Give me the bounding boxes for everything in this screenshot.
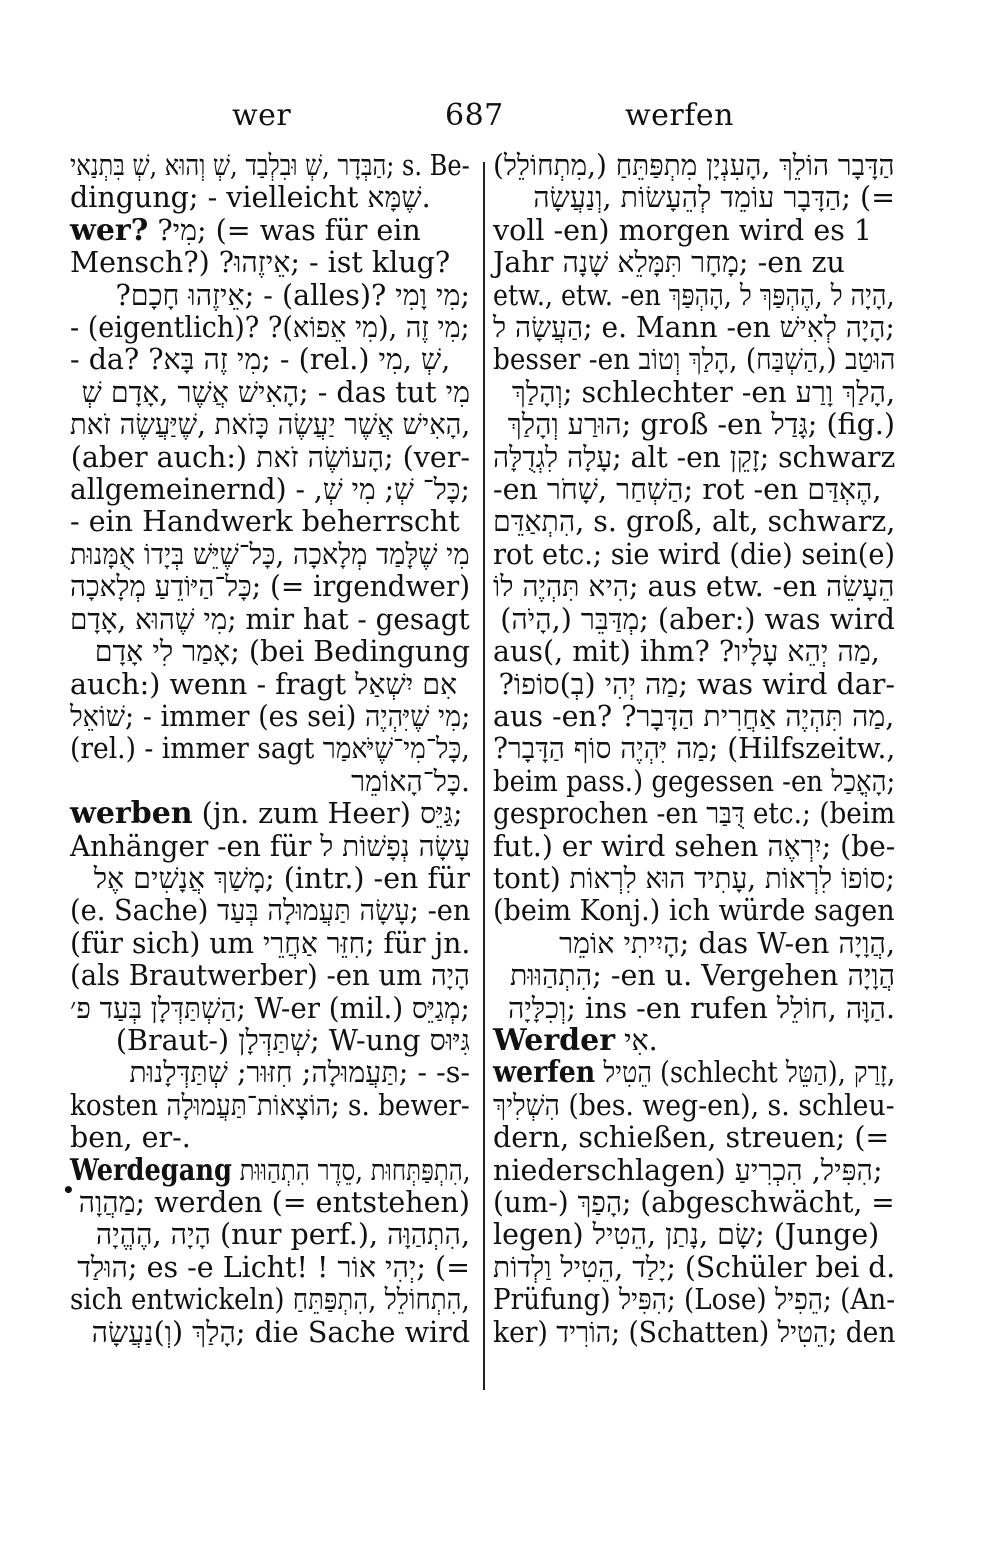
headword: Werder	[493, 1022, 616, 1058]
running-head-right: werfen	[625, 98, 734, 133]
headword: Werdegang	[70, 1152, 232, 1188]
text-line: allgemeinernd) - ,כָּל־ שְׁ; מִי שְׁ;	[70, 473, 470, 507]
text-line: מְדַּבֵּר (,הָיֹה); (aber:) was wird	[500, 602, 895, 636]
page-number: 687	[445, 98, 504, 133]
text-line: הָאִישׁ אֲשֶׁר יַעֲשֶׂה כָּזֹאת ,שֶׁיַּעֲשֶׂה זֹאת,	[70, 408, 471, 442]
text-line: הַבְּדָר ,שְׁ וּבִלְבַד ,שְׁ וְהוּא ,שְׁ בִּתְנַאי; s. Be-	[70, 149, 470, 182]
text-line: niederschlagen) הִפִּיל, הִכְרִיעַ;	[493, 1153, 883, 1187]
column-divider	[483, 162, 485, 1390]
text-line: aus -en? ?מַה תִּהְיֶה אַחֲרִית הַדָּבָר,	[493, 699, 895, 733]
text-line: כָּל־הָאוֹמֵר.	[351, 764, 470, 798]
text-line: ?אֵיזֶהוּ חָכָם; - (alles)? מִי וָמִי;	[115, 278, 470, 312]
text-line: tont) סוֹפוֹ לִרְאוֹת ,עָתִיד הוּא לִרְאוֹת;	[493, 861, 895, 895]
text-line: voll -en) morgen wird es 1	[493, 213, 873, 247]
text-line: כָּל־הַיּוֹדֵעַ מְלָאכָה; (= irgendwer)	[70, 570, 471, 604]
text-line: besser -en הוּטַב (,הַשְׁבַּח) ,הָלַךְ וְטוֹב	[493, 343, 896, 377]
text-line: Prüfung) הִפִּיל; (Lose) הֵפִיל; (An-	[493, 1283, 896, 1317]
text-line: etw., etw. -en הָיָה ל ,הֶהְפַּךְ ל ,הָהְפַּךְ,	[493, 278, 895, 312]
text-line: הִשְׁלִיךְ (bes. weg-en), s. schleu-	[493, 1088, 895, 1122]
text-line: (Braut-) שְׁתַּדְּלָן; W-ung גִּיּוּס	[115, 1023, 470, 1057]
text-line: rot etc.; sie wird (die) sein(e)	[493, 537, 896, 571]
text-line: וְהָלַךְ; schlechter -en הָלַךְ וָרַע,	[511, 375, 895, 409]
text-line: - da? ?מִי זֶה בָּא; - (rel.) שְׁ ,מִי,	[70, 343, 451, 377]
running-head-left: wer	[232, 98, 292, 133]
text-line: ?מַה יִּהְיֶה סוֹף הַדָּבָר; (Hilfszeitw.,	[493, 732, 896, 766]
text-line: הַעֲשָׂה ל; e. Mann -en הָיָה לְאִישׁ;	[493, 311, 895, 345]
text-line: עָלָה לִגְדֻלָּה; alt -en זָקֵן; schwarz	[493, 440, 896, 474]
text-line: ?מַה יְהִי (בְ)סוֹפוֹ; was wird dar-	[498, 667, 895, 701]
text-line: auch:) wenn - fragt אִם יִשְׁאַל	[70, 667, 458, 701]
text-line: werben (jn. zum Heer) גַּיֵּס;	[70, 796, 463, 832]
text-line: מִי שֶׁהוּא ,אָדָם; mir hat - gesagt	[70, 602, 470, 636]
text-line: legen) שָׂם ,נָתַן ,הֵטִיל; (Junge)	[493, 1218, 880, 1252]
text-line: wer? ?מִי; (= was für ein	[70, 212, 421, 248]
text-line: beim pass.) gegessen -en הָאֳכַל;	[493, 764, 896, 798]
text-line: fut.) er wird sehen יִרְאֶה; (be-	[493, 829, 896, 863]
text-line: aus(, mit) ihm? ?מַה יְהֵא עָלָיו,	[493, 635, 880, 669]
text-line: (beim Konj.) ich würde sagen	[493, 894, 895, 928]
text-line: הַדָּבָר הוֹלֵךְ ,הָעִנְיָן מִתְפַּתֵּחַ (,מִתְחוֹלֵל)	[493, 149, 895, 182]
right-column	[493, 150, 895, 1349]
text-line: הָלַךְ (וְ)נַעֲשָׂה; die Sache wird	[91, 1315, 470, 1349]
text-line: יָלַד ,הֵטִיל וַלְדוֹת; (Schüler bei d.	[493, 1250, 896, 1284]
text-line: Werder אִי.	[493, 1022, 658, 1058]
text-line: הַדָּבָר עוֹמֵד לְהֵעָשׂוֹת ,וְנַעֲשָׂה; (=	[533, 181, 895, 215]
margin-dot: •	[62, 1178, 75, 1202]
text-line: Anhänger -en für עָשָׂה נְפָשׁוֹת ל	[70, 829, 471, 863]
text-line: שׁוֹאֵל; - immer (es sei) מִי שֶׁיִּהְיֶה;	[70, 699, 471, 733]
text-line: werfen הֵטִיל (schlecht הַטֵּל), זָרַק,	[493, 1055, 896, 1091]
text-line: ben, er-.	[70, 1121, 191, 1155]
text-line: הָיִיתִי אוֹמֵר; das W-en הֲוָיָה,	[559, 926, 895, 960]
text-line: הָיָה ,הֶהֱיָה (nur perf.), הִתְהַוָּה,	[95, 1218, 470, 1252]
text-line: (rel.) - immer sagt כָּל־מִי־שֶׁיֹּאמַר,	[70, 732, 470, 766]
text-line: (als Brautwerber) -en um הָיָה	[70, 959, 470, 993]
text-line: gesprochen -en דֻּבַּר etc.; (beim	[493, 797, 896, 831]
text-line: dingung; - vielleicht שֶׁמָּא.	[70, 181, 431, 215]
text-line: אָמַר לִי אָדָם; (bei Bedingung	[94, 635, 470, 669]
text-line: Jahr מָחָר תִּמָּלֵא שָׁנָה; -en zu	[493, 246, 845, 280]
headword: werben	[70, 796, 193, 832]
text-line: הָאִישׁ אֲשֶׁר ,אָדָם שְׁ; - das tut מִי	[81, 375, 470, 409]
headword: werfen	[493, 1055, 596, 1091]
text-line: הִתְאַדֵּם, s. groß, alt, schwarz,	[493, 505, 896, 539]
text-line: dern, schießen, streuen; (=	[493, 1121, 890, 1155]
left-column	[70, 150, 470, 1349]
text-line: (aber auch:) הָעוֹשֶׂה זֹאת; (ver-	[70, 440, 470, 474]
text-line: הַשְׁתַּדְּלָן בְּעַד פ׳; W-er (mil.) מְגַיֵּס;	[70, 991, 470, 1025]
text-line: מַהֲוָה; werden (= entstehen)	[78, 1186, 470, 1219]
text-line: הִיא תִּהְיֶה לוֹ; aus etw. -en הֵעָשֵׂה	[493, 570, 895, 604]
text-line: kosten הוֹצָאוֹת־תַּעֲמוּלָה; s. bewer-	[70, 1088, 470, 1122]
text-line: ker) הוֹרִיד; (Schatten) הֵטִיל; den	[493, 1315, 896, 1349]
text-line: וְכִלָּיָה; ins -en rufen הַוָּה ,חוֹלֵל.	[507, 991, 895, 1025]
text-line: Mensch?) ?אֵיזֶהוּ; - ist klug?	[70, 246, 451, 280]
headword: wer?	[70, 212, 149, 248]
text-line: - (eigentlich)? ?מִי זֶה ,(מִי אֵפוֹא);	[70, 311, 470, 345]
text-line: מִי שֶׁלָּמַד מְלָאכָה ,כָּל־שֶׁיֵּשׁ בְּיָדוֹ אֻמָּנוּת	[70, 537, 470, 571]
text-line: - ein Handwerk beherrscht	[70, 505, 460, 539]
text-line: Werdegang הִתְפַּתְּחוּת ,סֵדֶר הִתְהַוּוּת,	[70, 1152, 471, 1188]
text-line: הוּרַע וְהָלַךְ; groß -en גָּדַל; (fig.)	[507, 408, 895, 442]
text-line: -en הַשְׁחַר ,שָׁחֹר; rot -en הֶאְדַּם,	[493, 473, 882, 507]
text-line: תַּעֲמוּלָה; חִזּוּר; שְׁתַּדְּלָנוּת; - -s-	[129, 1056, 470, 1090]
text-line: מָשַׁךְ אֲנָשִׁים אֶל; (intr.) -en für	[93, 861, 470, 895]
text-line: sich entwickeln) הִתְחוֹלֵל ,הִתְפַּתֵּחַ,	[70, 1283, 470, 1317]
text-line: (um-) הָפַךְ; (abgeschwächt, =	[493, 1186, 895, 1219]
text-line: הוּלַד; es -e Licht! ! יְהִי אוֹר; (=	[77, 1250, 470, 1284]
text-line: (für sich) um חִזֵּר אַחֲרֵי; für jn.	[70, 926, 471, 960]
text-line: (e. Sache) עָשָׂה תַּעֲמוּלָה בְּעַד; -en	[70, 894, 471, 928]
text-line: הִתְהַוּוּת; -en u. Vergehen הֲוָיָה	[510, 959, 895, 993]
